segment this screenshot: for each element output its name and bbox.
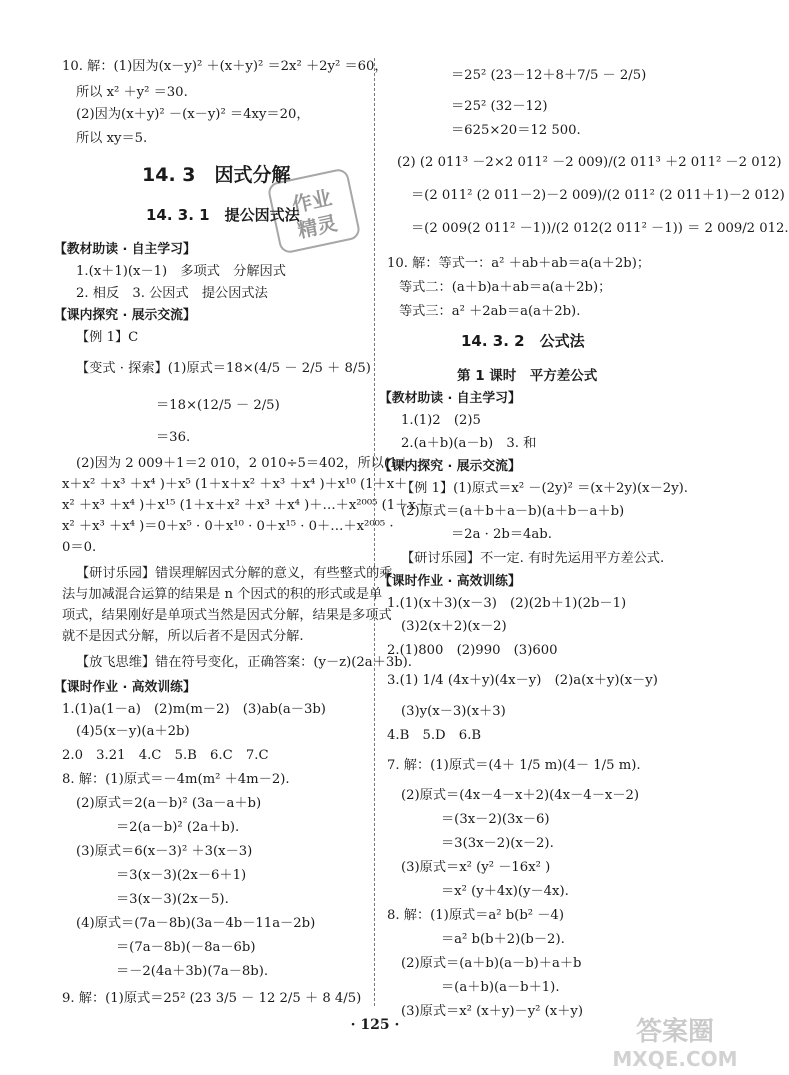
text-line: 【例 1】C xyxy=(76,330,139,345)
text-line: 【例 1】(1)原式＝x² －(2y)² ＝(x＋2y)(x－2y). xyxy=(401,481,688,496)
watermark-logo xyxy=(605,1010,745,1072)
text-line: (3)y(x－3)(x＋3) xyxy=(401,704,506,719)
text-line: (3)2(x＋2)(x－2) xyxy=(401,619,507,634)
text-line: (3)原式＝x² (x＋y)－y² (x＋y) xyxy=(401,1004,584,1019)
text-line: 10. 解：(1)因为(x－y)² ＋(x＋y)² ＝2x² ＋2y² ＝60， xyxy=(62,59,388,74)
text-line: 等式三：a² ＋2ab＝a(a＋2b). xyxy=(399,304,581,319)
text-line: 【研讨乐园】错误理解因式分解的意义，有些整式的乘 xyxy=(76,566,393,581)
text-line: 0＝0. xyxy=(62,540,97,555)
text-line: ＝25² (32－12) xyxy=(451,99,548,114)
text-line: x² ＋x³ ＋x⁴ )＝0＋x⁵ · 0＋x¹⁰ · 0＋x¹⁵ · 0＋…＋x²⁰⁰⁵ · xyxy=(62,519,394,534)
text-line: (2)原式＝(a＋b＋a－b)(a＋b－a＋b) xyxy=(401,504,625,519)
stamp-text-line-2: 精灵 xyxy=(295,210,340,243)
text-line: 所以 xy＝5. xyxy=(76,131,148,146)
text-line: (2)原式＝(a＋b)(a－b)＋a＋b xyxy=(401,956,582,971)
text-line: ＝18×(12/5 － 2/5) xyxy=(156,398,280,413)
text-line: ＝3(x－3)(2x－5). xyxy=(116,892,229,907)
text-line: 2.(a＋b)(a－b) 3. 和 xyxy=(401,436,537,451)
text-line: x² ＋x³ ＋x⁴ )＋x¹⁵ (1＋x＋x² ＋x³ ＋x⁴ )＋…＋x²⁰⁰⁵ (1＋x＋ xyxy=(62,498,429,513)
text-line: (2) (2 011³ －2×2 011² －2 009)/(2 011³ ＋2 011² －2 012) xyxy=(397,155,782,170)
text-line: (4)原式＝(7a－8b)(3a－4b－11a－2b) xyxy=(76,916,316,931)
text-line: 7. 解：(1)原式＝(4＋ 1/5 m)(4－ 1/5 m). xyxy=(387,758,641,773)
text-line: ＝x² (y＋4x)(y－4x). xyxy=(441,884,569,899)
section-heading: 【课时作业 · 高效训练】 xyxy=(379,574,521,589)
text-line: 10. 解：等式一：a² ＋ab＋ab＝a(a＋2b)； xyxy=(387,256,651,271)
text-line: 1.(1)a(1－a) (2)m(m－2) (3)ab(a－3b) xyxy=(62,702,326,717)
stamp-logo xyxy=(260,159,368,262)
text-line: (4)5(x－y)(a＋2b) xyxy=(76,724,190,739)
text-line: 2.0 3.21 4.C 5.B 6.C 7.C xyxy=(62,748,269,763)
text-line: ＝2a · 2b＝4ab. xyxy=(451,527,552,542)
text-line: 3.(1) 1/4 (4x＋y)(4x－y) (2)a(x＋y)(x－y) xyxy=(387,673,658,688)
text-line: (2)因为(x＋y)² －(x－y)² ＝4xy＝20， xyxy=(76,107,310,122)
text-line: 1.(1)(x＋3)(x－3) (2)(2b＋1)(2b－1) xyxy=(387,596,627,611)
section-heading: 【课时作业 · 高效训练】 xyxy=(54,680,196,695)
lesson-title: 第 1 课时 平方差公式 xyxy=(457,368,598,384)
text-line: 1.(1)2 (2)5 xyxy=(401,413,481,428)
text-line: ＝25² (23－12＋8＋7/5 － 2/5) xyxy=(451,68,647,83)
text-line: 就不是因式分解，所以后者不是因式分解. xyxy=(62,629,304,644)
subsection-title: 14. 3. 1 提公因式法 xyxy=(146,206,300,224)
text-line: 4.B 5.D 6.B xyxy=(387,728,482,743)
text-line: ＝(2 011² (2 011－2)－2 009)/(2 011² (2 011＋1)－2 012) xyxy=(411,188,785,203)
text-line: (2)因为 2 009＋1＝2 010，2 010÷5＝402，所以(1＋ xyxy=(76,456,411,471)
text-line: ＝(3x－2)(3x－6) xyxy=(441,812,550,827)
watermark-line-1: 答案圈 xyxy=(635,1017,715,1047)
text-line: ＝2(a－b)² (2a＋b). xyxy=(116,820,240,835)
column-divider xyxy=(374,58,375,1006)
text-line: 2. 相反 3. 公因式 提公因式法 xyxy=(76,286,268,301)
text-line: 【研讨乐园】不一定. 有时先运用平方差公式. xyxy=(401,551,665,566)
page-number: · 125 · xyxy=(350,1017,400,1033)
text-line: (2)原式＝2(a－b)² (3a－a＋b) xyxy=(76,796,262,811)
text-line: 1.(x＋1)(x－1) 多项式 分解因式 xyxy=(76,264,286,279)
text-line: 等式二：(a＋b)a＋ab＝a(a＋2b)； xyxy=(399,280,612,295)
section-heading: 【课内探究 · 展示交流】 xyxy=(54,308,196,323)
text-line: ＝－2(4a＋3b)(7a－8b). xyxy=(116,964,269,979)
section-heading: 【课内探究 · 展示交流】 xyxy=(379,459,521,474)
text-line: 9. 解：(1)原式＝25² (23 3/5 － 12 2/5 ＋ 8 4/5) xyxy=(62,991,362,1006)
text-line: 8. 解：(1)原式＝a² b(b² －4) xyxy=(387,908,564,923)
text-line: 【变式 · 探索】(1)原式＝18×(4/5 － 2/5 ＋ 8/5) xyxy=(76,361,371,376)
subsection-title: 14. 3. 2 公式法 xyxy=(461,332,585,350)
text-line: x＋x² ＋x³ ＋x⁴ )＋x⁵ (1＋x＋x² ＋x³ ＋x⁴ )＋x¹⁰ (1＋x＋ xyxy=(62,477,408,492)
text-line: 法与加减混合运算的结果是 n 个因式的积的形式或是单 xyxy=(62,587,383,602)
text-line: ＝(a＋b)(a－b＋1). xyxy=(441,980,560,995)
text-line: 2.(1)800 (2)990 (3)600 xyxy=(387,643,558,658)
text-line: ＝(2 009(2 011² －1))/(2 012(2 011² －1)) ＝ 2 009/2 012. xyxy=(411,221,789,236)
section-heading: 【教材助读 · 自主学习】 xyxy=(379,391,521,406)
text-line: ＝3(3x－2)(x－2). xyxy=(441,836,554,851)
text-line: 8. 解：(1)原式＝－4m(m² ＋4m－2). xyxy=(62,772,290,787)
text-line: ＝625×20＝12 500. xyxy=(451,123,581,138)
section-title: 14. 3 因式分解 xyxy=(142,164,291,186)
stamp-text-line-1: 作业 xyxy=(289,185,334,218)
text-line: 所以 x² ＋y² ＝30. xyxy=(76,85,188,100)
text-line: ＝3(x－3)(2x－6＋1) xyxy=(116,868,247,883)
text-line: 【放飞思维】错在符号变化，正确答案：(y－z)(2a＋3b). xyxy=(76,655,413,670)
text-line: ＝a² b(b＋2)(b－2). xyxy=(441,932,565,947)
text-line: ＝(7a－8b)(－8a－6b) xyxy=(116,940,256,955)
text-line: (3)原式＝x² (y² －16x² ) xyxy=(401,860,551,875)
text-line: (3)原式＝6(x－3)² ＋3(x－3) xyxy=(76,844,253,859)
watermark-line-2: MXQE.COM xyxy=(612,1047,738,1071)
text-line: 项式，结果刚好是单项式当然是因式分解，结果是多项式 xyxy=(62,608,392,623)
section-heading: 【教材助读 · 自主学习】 xyxy=(54,242,196,257)
text-line: ＝36. xyxy=(156,430,191,445)
text-line: (2)原式＝(4x－4－x＋2)(4x－4－x－2) xyxy=(401,788,640,803)
